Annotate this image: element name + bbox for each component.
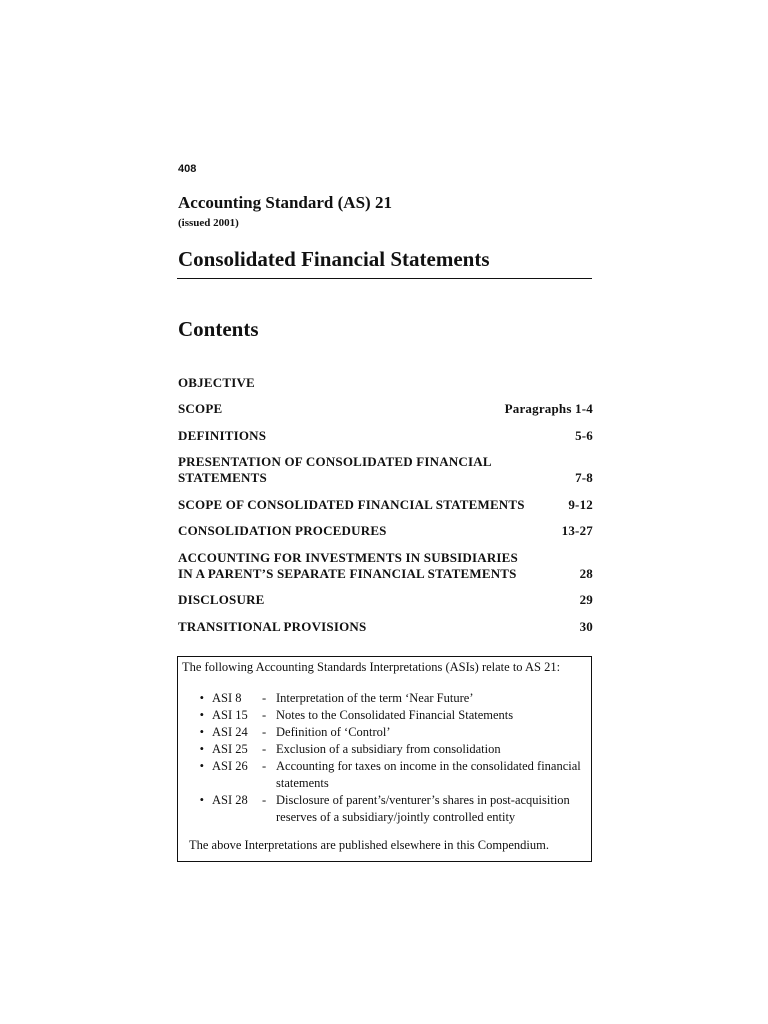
asi-interpretations-box xyxy=(177,656,592,862)
list-item xyxy=(178,792,591,826)
list-item xyxy=(178,758,591,792)
asi-intro-text: The following Accounting Standards Interpretations (ASIs) relate to AS 21: xyxy=(182,660,561,674)
toc-entry-page: 29 xyxy=(579,592,593,607)
toc-row-accounting-for-investments xyxy=(178,550,593,582)
list-item xyxy=(178,741,591,758)
toc-entry-page: 13-27 xyxy=(561,523,593,538)
toc-entry-label-continued: STATEMENTS xyxy=(178,470,267,485)
main-title: Consolidated Financial Statements xyxy=(178,247,490,271)
toc-entry-page: 7-8 xyxy=(575,470,593,485)
toc-entry-page: 9-12 xyxy=(568,497,593,512)
asi-dash: - xyxy=(262,691,267,705)
toc-entry-label: TRANSITIONAL PROVISIONS xyxy=(178,619,367,634)
bullet-icon: • xyxy=(199,759,204,773)
toc-entry-label: DEFINITIONS xyxy=(178,428,267,443)
toc-entry-label: OBJECTIVE xyxy=(178,375,255,390)
asi-description: Notes to the Consolidated Financial Statements xyxy=(276,708,514,722)
asi-code: ASI 8 xyxy=(212,691,242,705)
list-item xyxy=(178,690,591,707)
toc-row-scope-of-consolidated xyxy=(178,497,593,513)
asi-description: Definition of ‘Control’ xyxy=(276,725,391,739)
list-item xyxy=(178,707,591,724)
asi-code: ASI 25 xyxy=(212,742,248,756)
toc-row-transitional-provisions xyxy=(178,619,593,635)
asi-description: Interpretation of the term ‘Near Future’ xyxy=(276,691,474,705)
toc-row-definitions xyxy=(178,428,593,444)
asi-description: Exclusion of a subsidiary from consolidation xyxy=(276,742,501,756)
asi-footer-text: The above Interpretations are published elsewhere in this Compendium. xyxy=(189,838,549,852)
asi-code: ASI 15 xyxy=(212,708,248,722)
toc-row-disclosure xyxy=(178,592,593,608)
toc-entry-label: SCOPE OF CONSOLIDATED FINANCIAL STATEMENTS xyxy=(178,497,525,512)
title-divider xyxy=(177,278,592,279)
bullet-icon: • xyxy=(199,725,204,739)
toc-entry-label-continued: IN A PARENT’S SEPARATE FINANCIAL STATEMENTS xyxy=(178,566,517,581)
standard-title: Accounting Standard (AS) 21 xyxy=(178,193,392,212)
toc-entry-label: ACCOUNTING FOR INVESTMENTS IN SUBSIDIARIES xyxy=(178,550,518,565)
asi-description: Accounting for taxes on income in the consolidated financial statements xyxy=(276,759,581,790)
toc-row-objective xyxy=(178,375,593,391)
toc-row-presentation xyxy=(178,454,593,486)
asi-dash: - xyxy=(262,742,267,756)
list-item xyxy=(178,724,591,741)
page-number: 408 xyxy=(178,163,197,175)
toc-entry-label: PRESENTATION OF CONSOLIDATED FINANCIAL xyxy=(178,454,492,469)
toc-entry-label: SCOPE xyxy=(178,401,223,416)
issued-date: (issued 2001) xyxy=(178,217,239,229)
toc-entry-page: 5-6 xyxy=(575,428,593,443)
asi-description: Disclosure of parent’s/venturer’s shares in post-acquisition reserves of a subsidiary/jointly controlled entity xyxy=(276,793,570,824)
asi-code: ASI 28 xyxy=(212,793,248,807)
toc-entry-page: 30 xyxy=(579,619,593,634)
asi-dash: - xyxy=(262,725,267,739)
bullet-icon: • xyxy=(199,691,204,705)
asi-dash: - xyxy=(262,708,267,722)
toc-entry-page: Paragraphs 1-4 xyxy=(504,401,593,416)
toc-entry-label: DISCLOSURE xyxy=(178,592,265,607)
toc-entry-page: 28 xyxy=(579,566,593,581)
toc-row-consolidation-procedures xyxy=(178,523,593,539)
toc-entry-label: CONSOLIDATION PROCEDURES xyxy=(178,523,387,538)
bullet-icon: • xyxy=(199,708,204,722)
asi-list xyxy=(178,690,591,826)
asi-code: ASI 24 xyxy=(212,725,248,739)
asi-code: ASI 26 xyxy=(212,759,248,773)
bullet-icon: • xyxy=(199,742,204,756)
bullet-icon: • xyxy=(199,793,204,807)
toc-row-scope xyxy=(178,401,593,417)
asi-dash: - xyxy=(262,759,267,773)
contents-heading: Contents xyxy=(178,317,259,341)
asi-dash: - xyxy=(262,793,267,807)
